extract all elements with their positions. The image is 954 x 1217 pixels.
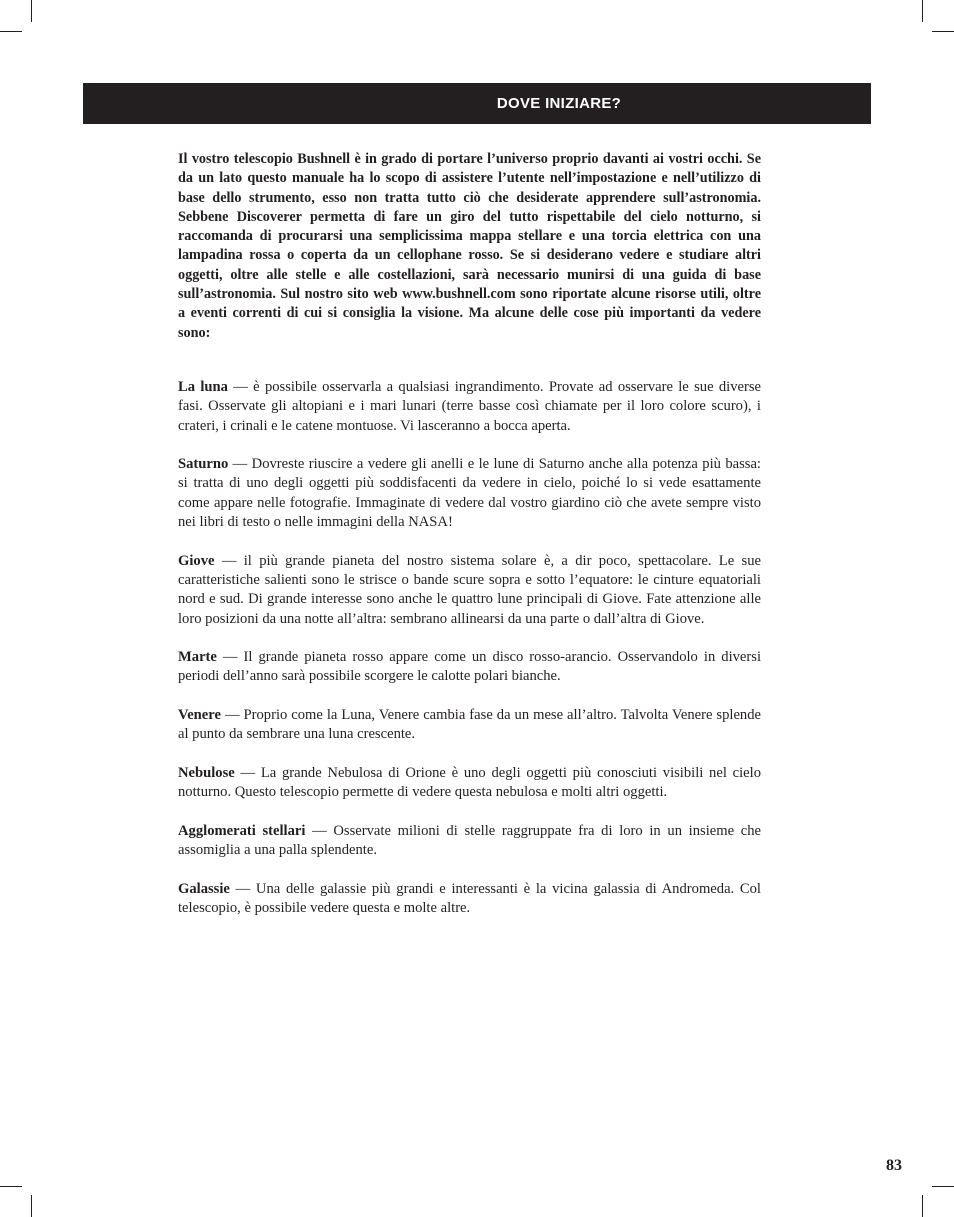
crop-mark-bottom-right-vertical bbox=[922, 1195, 923, 1217]
entry-galaxies bbox=[178, 880, 761, 919]
entry-term: Marte bbox=[178, 649, 217, 666]
entry-text: — Osservate milioni di stelle raggruppate fra di loro in un insieme che assomiglia a una palla splendente. bbox=[178, 822, 761, 859]
entry-star-clusters bbox=[178, 822, 761, 861]
entry-text: — Dovreste riuscire a vedere gli anelli e le lune di Saturno anche alla potenza più bassa: si tratta di uno degli oggetti più soddisfacenti da vedere in cielo, poiché lo si vede esattamente come appare nelle fotografie. Immaginate di vedere dal vostro giardino ciò che avete sempre visto nei libri di testo o nelle immagini della NASA! bbox=[178, 456, 761, 531]
crop-mark-top-right-vertical bbox=[922, 0, 923, 22]
page-content bbox=[178, 150, 761, 938]
entry-term: Venere bbox=[178, 707, 221, 724]
entry-term: Saturno bbox=[178, 456, 229, 473]
entry-jupiter bbox=[178, 552, 761, 629]
crop-mark-top-right-horizontal bbox=[932, 31, 954, 32]
crop-mark-bottom-right-horizontal bbox=[932, 1186, 954, 1187]
entry-text: — è possibile osservarla a qualsiasi ingrandimento. Provate ad osservare le sue diverse fasi. Osservate gli altopiani e i mari lunari (terre basse così chiamate per il loro colore scuro), i crateri, i crinali e le catene montuose. Vi lasceranno a bocca aperta. bbox=[178, 378, 761, 434]
entry-text: — il più grande pianeta del nostro sistema solare è, a dir poco, spettacolare. Le sue caratteristiche salienti sono le strisce o bande scure sopra e sotto l’equatore: le cinture equatoriali nord e sud. Di grande interesse sono anche le quattro lune principali di Giove. Fate attenzione alle loro posizioni da una notte all’altra: sembrano allinearsi da una parte o dall’altra di Giove. bbox=[178, 552, 761, 627]
entry-term: Nebulose bbox=[178, 764, 235, 781]
section-title: DOVE INIZIARE? bbox=[496, 95, 622, 112]
entry-text: — Una delle galassie più grandi e interessanti è la vicina galassia di Andromeda. Col telescopio, è possibile vedere questa e molte altre. bbox=[178, 880, 761, 916]
observation-list bbox=[178, 378, 761, 918]
entry-text: — La grande Nebulosa di Orione è uno degli oggetti più conosciuti visibili nel cielo notturno. Questo telescopio permette di vedere questa nebulosa e molti altri oggetti. bbox=[178, 764, 761, 801]
intro-paragraph: Il vostro telescopio Bushnell è in grado di portare l’universo proprio davanti ai vostri occhi. Se da un lato questo manuale ha lo scopo di assistere l’utente nell’impostazione e nell’utilizzo di base dello strumento, esso non tratta tutto ciò che desiderate apprendere sull’astronomia. Sebbene Discoverer permetta di fare un giro del tutto rispettabile del cielo notturno, si raccomanda di procurarsi una semplicissima mappa stellare e una torcia elettrica con una lampadina rossa o coperta da un cellophane rosso. Se si desiderano vedere e studiare altri oggetti, oltre alle stelle e alle costellazioni, sarà necessario munirsi di una guida di base sull’astronomia. Sul nostro sito web www.bushnell.com sono riportate alcune risorse utili, oltre a eventi correnti di cui si consiglia la visione. Ma alcune delle cose più importanti da vedere sono: bbox=[178, 151, 761, 341]
entry-venus bbox=[178, 706, 761, 745]
entry-moon bbox=[178, 378, 761, 436]
crop-mark-top-left-horizontal bbox=[0, 31, 22, 32]
entry-text: — Proprio come la Luna, Venere cambia fase da un mese all’altro. Talvolta Venere splende al punto da sembrare una luna crescente. bbox=[178, 707, 761, 743]
entry-saturn bbox=[178, 455, 761, 532]
entry-nebulae bbox=[178, 764, 761, 803]
section-header-bar bbox=[83, 83, 871, 124]
entry-term: La luna bbox=[178, 378, 228, 395]
crop-mark-bottom-left-horizontal bbox=[0, 1186, 22, 1187]
page-number: 83 bbox=[886, 1157, 902, 1174]
entry-text: — Il grande pianeta rosso appare come un disco rosso-arancio. Osservandolo in diversi periodi dell’anno sarà possibile scorgere le calotte polari bianche. bbox=[178, 649, 761, 685]
entry-term: Giove bbox=[178, 552, 215, 569]
crop-mark-top-left-vertical bbox=[31, 0, 32, 22]
entry-term: Galassie bbox=[178, 880, 230, 897]
crop-mark-bottom-left-vertical bbox=[31, 1195, 32, 1217]
entry-mars bbox=[178, 648, 761, 687]
entry-term: Agglomerati stellari bbox=[178, 822, 306, 839]
